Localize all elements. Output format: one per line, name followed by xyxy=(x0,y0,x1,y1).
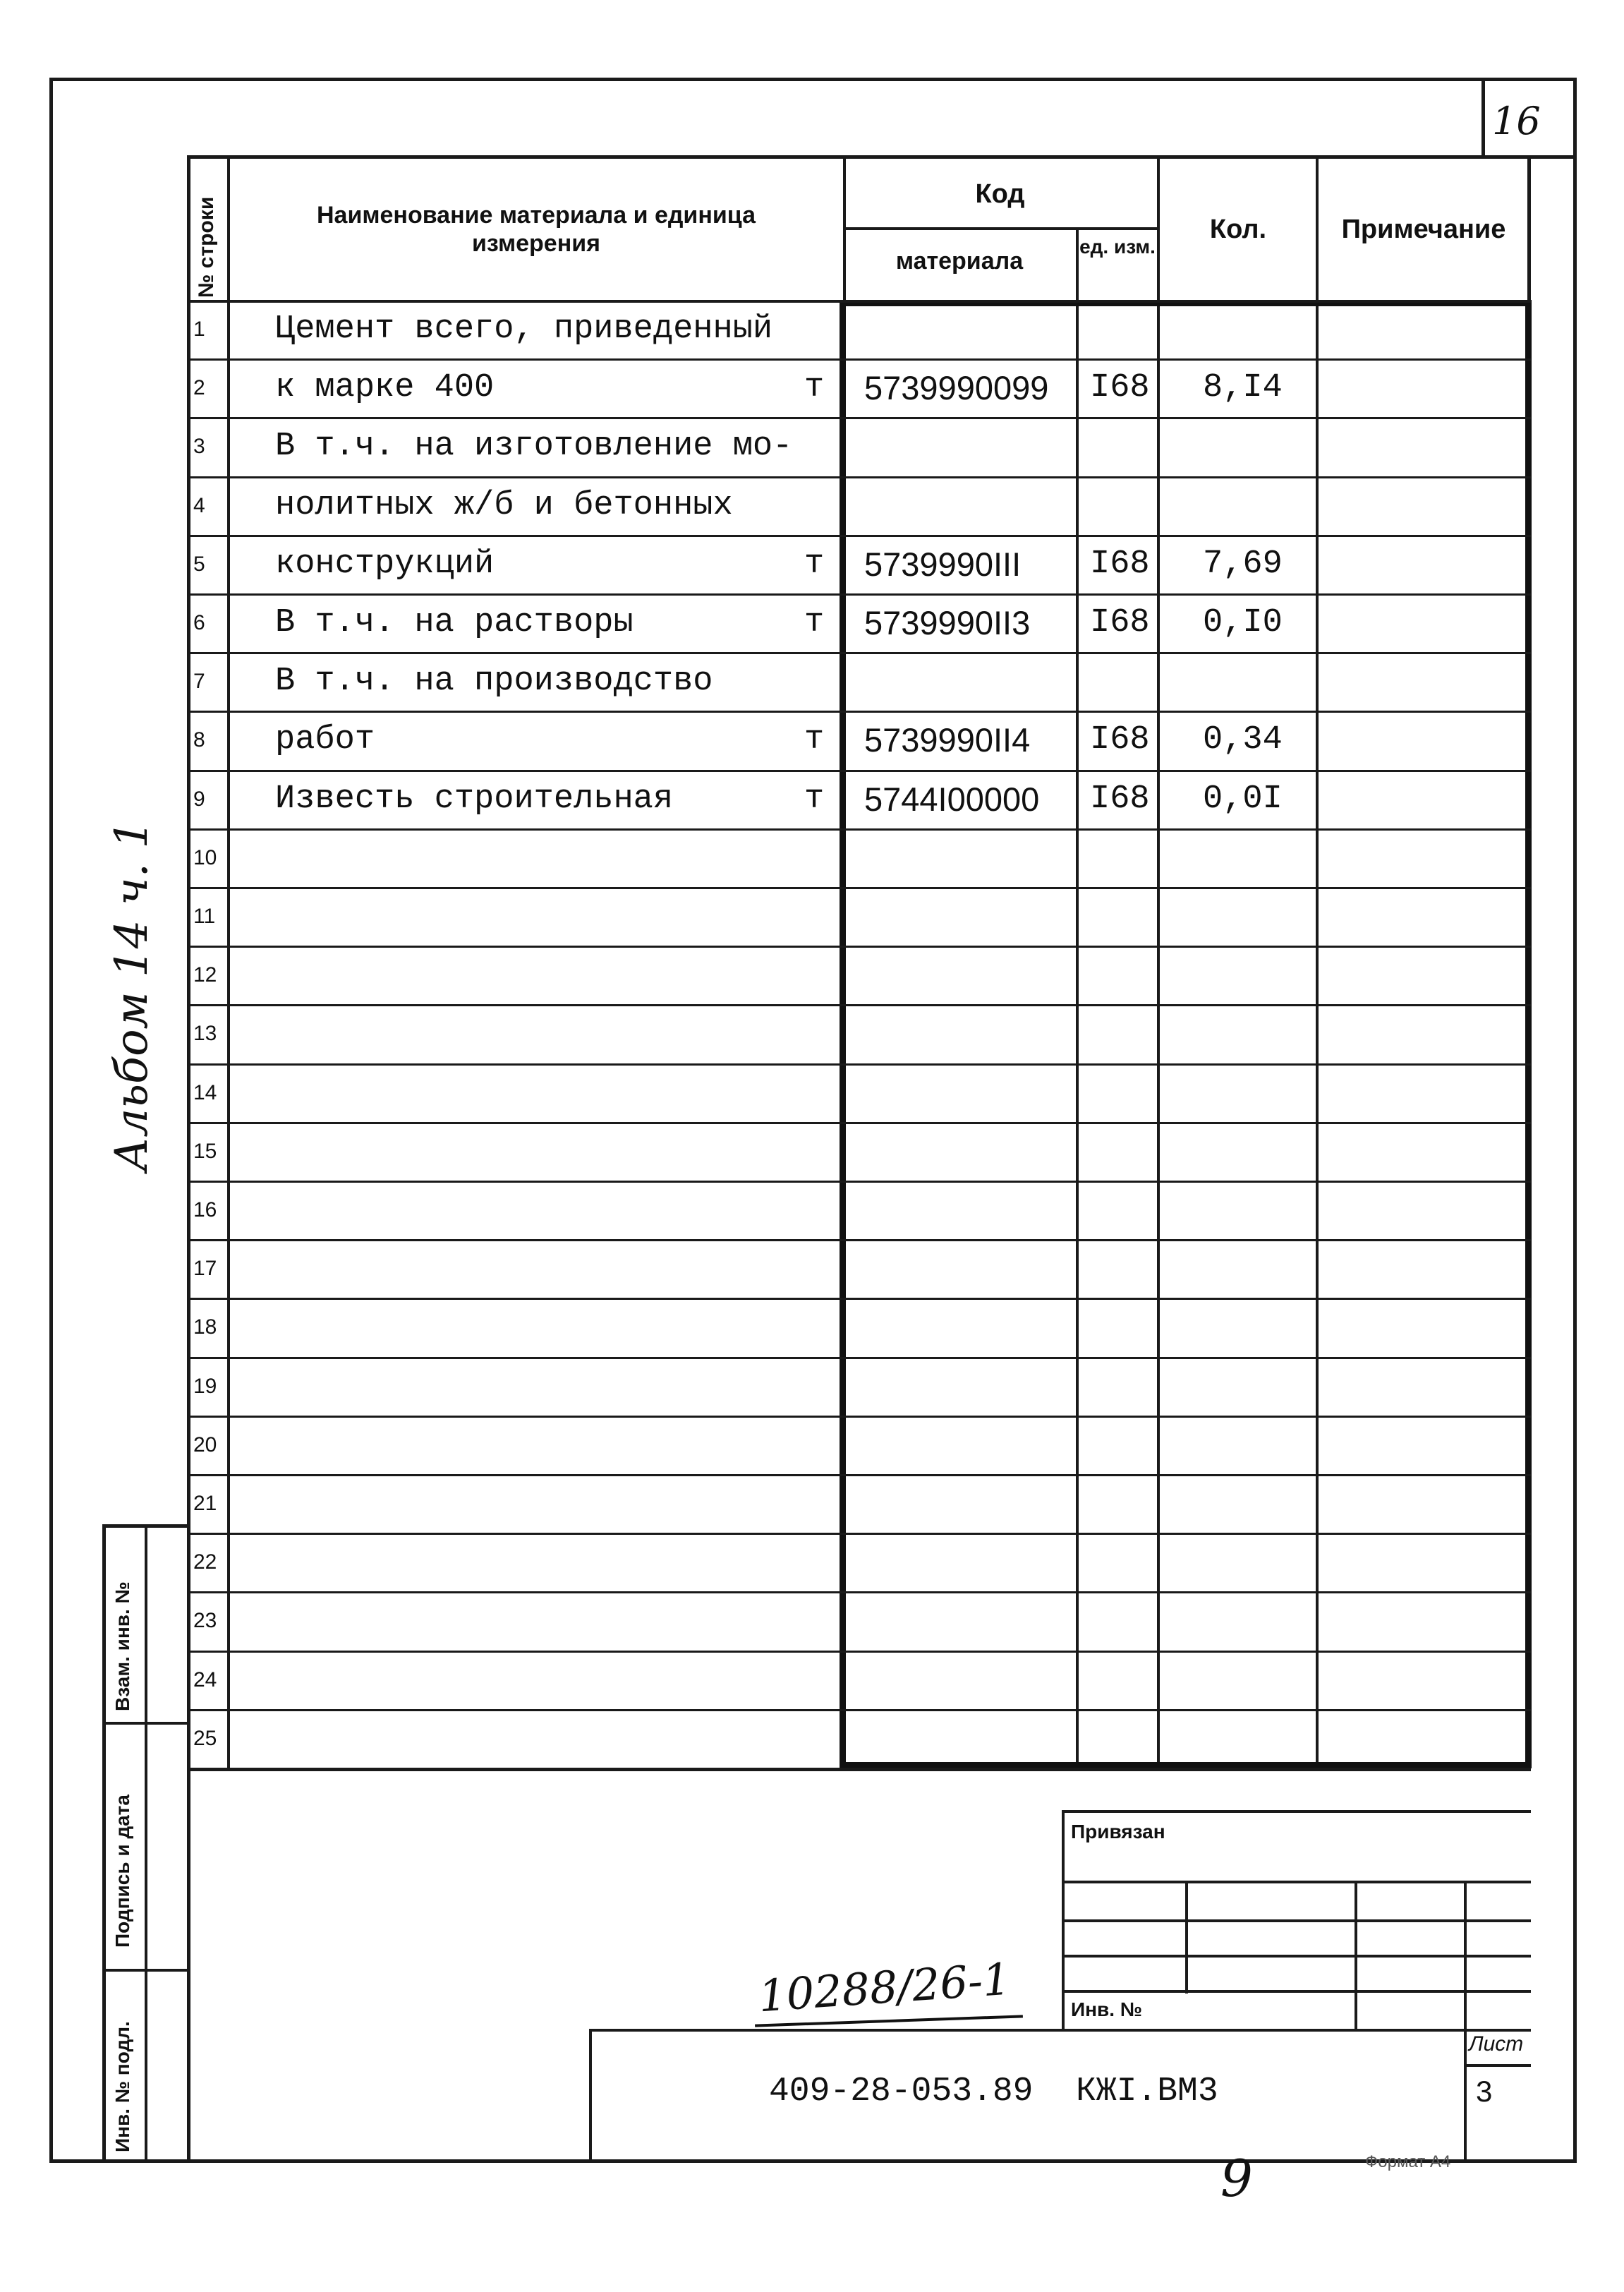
handwritten-number: 10288/26-1 xyxy=(756,1953,1012,2022)
row-line xyxy=(187,652,1531,654)
row-number: 18 xyxy=(193,1315,217,1339)
stamp-inv-podl: Инв. № подл. xyxy=(111,2021,133,2152)
row-unit-code: I68 xyxy=(1090,369,1150,406)
row-number: 20 xyxy=(193,1433,217,1456)
title-privyazan: Привязан xyxy=(1071,1821,1165,1842)
row-line xyxy=(187,1063,1531,1066)
row-number: 24 xyxy=(193,1668,217,1691)
row-unit: т xyxy=(804,545,825,583)
row-number: 21 xyxy=(193,1492,217,1515)
row-number: 25 xyxy=(193,1727,217,1750)
row-name: В т.ч. на изготовление мо- xyxy=(275,428,793,465)
stamp-line xyxy=(102,1969,190,1972)
row-code: 5739990II4 xyxy=(864,721,1031,759)
row-unit-code: I68 xyxy=(1090,721,1150,759)
title-list-no: 3 xyxy=(1476,2075,1493,2108)
header-note: Примечание xyxy=(1341,215,1506,244)
col-line xyxy=(1157,155,1160,1771)
title-line xyxy=(1062,1919,1531,1922)
row-line xyxy=(187,1474,1531,1476)
row-unit: т xyxy=(804,369,825,406)
row-number: 22 xyxy=(193,1550,217,1574)
row-line xyxy=(187,476,1531,478)
row-line xyxy=(187,711,1531,713)
title-line xyxy=(589,2029,592,2163)
row-name: В т.ч. на производство xyxy=(275,663,713,700)
row-code: 5744I00000 xyxy=(864,780,1040,818)
row-number: 3 xyxy=(193,435,205,458)
row-number: 16 xyxy=(193,1198,217,1222)
thick-border xyxy=(1525,300,1532,1768)
row-code: 5739990II3 xyxy=(864,604,1031,641)
col-line xyxy=(1076,229,1079,1771)
row-line xyxy=(187,1709,1531,1711)
row-number: 9 xyxy=(193,788,205,811)
row-line xyxy=(187,417,1531,419)
title-line xyxy=(1464,2064,1531,2067)
stamp-vzam: Взам. инв. № xyxy=(111,1581,133,1711)
title-line xyxy=(589,2029,1531,2032)
header-code-material: материала xyxy=(895,248,1024,275)
row-line xyxy=(187,535,1531,537)
row-line xyxy=(187,1416,1531,1418)
title-line xyxy=(1062,1810,1531,1813)
row-unit-code: I68 xyxy=(1090,780,1150,818)
row-number: 8 xyxy=(193,728,205,752)
row-line xyxy=(187,1181,1531,1183)
row-number: 1 xyxy=(193,318,205,341)
row-line xyxy=(187,946,1531,948)
row-unit: т xyxy=(804,780,825,818)
row-unit-code: I68 xyxy=(1090,604,1150,641)
row-quantity: 8,I4 xyxy=(1203,369,1283,406)
header-line xyxy=(187,300,1531,303)
row-number: 12 xyxy=(193,963,217,987)
header-name: Наименование материала и единица измерения xyxy=(317,202,756,257)
row-line xyxy=(187,1298,1531,1300)
row-unit: т xyxy=(804,604,825,641)
row-name: Цемент всего, приведенный xyxy=(275,310,773,348)
row-number: 5 xyxy=(193,553,205,576)
row-quantity: 0,0I xyxy=(1203,780,1283,818)
title-inv-no: Инв. № xyxy=(1071,1998,1143,2020)
row-name: конструкций xyxy=(275,545,495,583)
header-line xyxy=(843,227,1157,230)
row-number: 6 xyxy=(193,611,205,634)
row-quantity: 0,34 xyxy=(1203,721,1283,759)
row-number: 17 xyxy=(193,1257,217,1280)
thick-border xyxy=(840,300,846,1768)
row-number: 14 xyxy=(193,1081,217,1104)
row-line xyxy=(187,593,1531,596)
album-label: Альбом 14 ч. 1 xyxy=(106,819,158,1171)
title-line xyxy=(1185,1881,1188,1994)
row-line xyxy=(187,1651,1531,1653)
header-code-unit: ед. изм. xyxy=(1079,236,1156,258)
page-number: 9 xyxy=(1220,2149,1253,2208)
title-line xyxy=(1355,1881,1357,2029)
col-line xyxy=(1316,155,1319,1771)
row-line xyxy=(187,1768,1531,1770)
row-name: работ xyxy=(275,721,375,759)
row-name: к марке 400 xyxy=(275,369,495,406)
title-line xyxy=(1062,1990,1531,1993)
row-quantity: 0,I0 xyxy=(1203,604,1283,641)
title-line xyxy=(1464,1881,1467,2163)
header-qty: Кол. xyxy=(1209,215,1267,244)
row-line xyxy=(187,1239,1531,1241)
row-line xyxy=(187,1533,1531,1535)
row-line xyxy=(187,1591,1531,1593)
row-number: 4 xyxy=(193,494,205,517)
format-label: Формат А4 xyxy=(1365,2152,1451,2171)
row-code: 5739990099 xyxy=(864,369,1049,406)
row-code: 5739990III xyxy=(864,545,1022,583)
row-number: 10 xyxy=(193,846,217,869)
title-list-label: Лист xyxy=(1469,2032,1524,2056)
row-number: 7 xyxy=(193,670,205,693)
row-line xyxy=(187,1122,1531,1124)
row-number: 2 xyxy=(193,376,205,399)
title-line xyxy=(1062,1955,1531,1958)
stamp-line xyxy=(145,1524,147,2163)
row-quantity: 7,69 xyxy=(1203,545,1283,583)
row-name: нолитных ж/б и бетонных xyxy=(275,487,733,524)
row-number: 15 xyxy=(193,1140,217,1163)
row-unit: т xyxy=(804,721,825,759)
row-line xyxy=(187,828,1531,831)
row-line xyxy=(187,1357,1531,1359)
corner-sheet-number: 16 xyxy=(1492,99,1541,143)
row-number: 11 xyxy=(193,905,216,928)
row-name: Известь строительная xyxy=(275,780,674,818)
row-line xyxy=(187,770,1531,772)
row-number: 19 xyxy=(193,1375,217,1398)
row-line xyxy=(187,1004,1531,1006)
row-name: В т.ч. на растворы xyxy=(275,604,634,641)
header-code: Код xyxy=(975,179,1025,209)
title-doc-mark: КЖI.ВМ3 xyxy=(1076,2073,1218,2111)
row-unit-code: I68 xyxy=(1090,545,1150,583)
stamp-line xyxy=(102,1722,190,1725)
row-line xyxy=(187,358,1531,361)
title-line xyxy=(1062,1881,1531,1883)
title-doc-code: 409-28-053.89 xyxy=(769,2073,1034,2111)
row-number: 23 xyxy=(193,1609,217,1632)
stamp-podpis: Подпись и дата xyxy=(111,1795,133,1948)
header-row-no: № строки xyxy=(195,196,218,298)
row-line xyxy=(187,887,1531,889)
row-number: 13 xyxy=(193,1022,217,1045)
